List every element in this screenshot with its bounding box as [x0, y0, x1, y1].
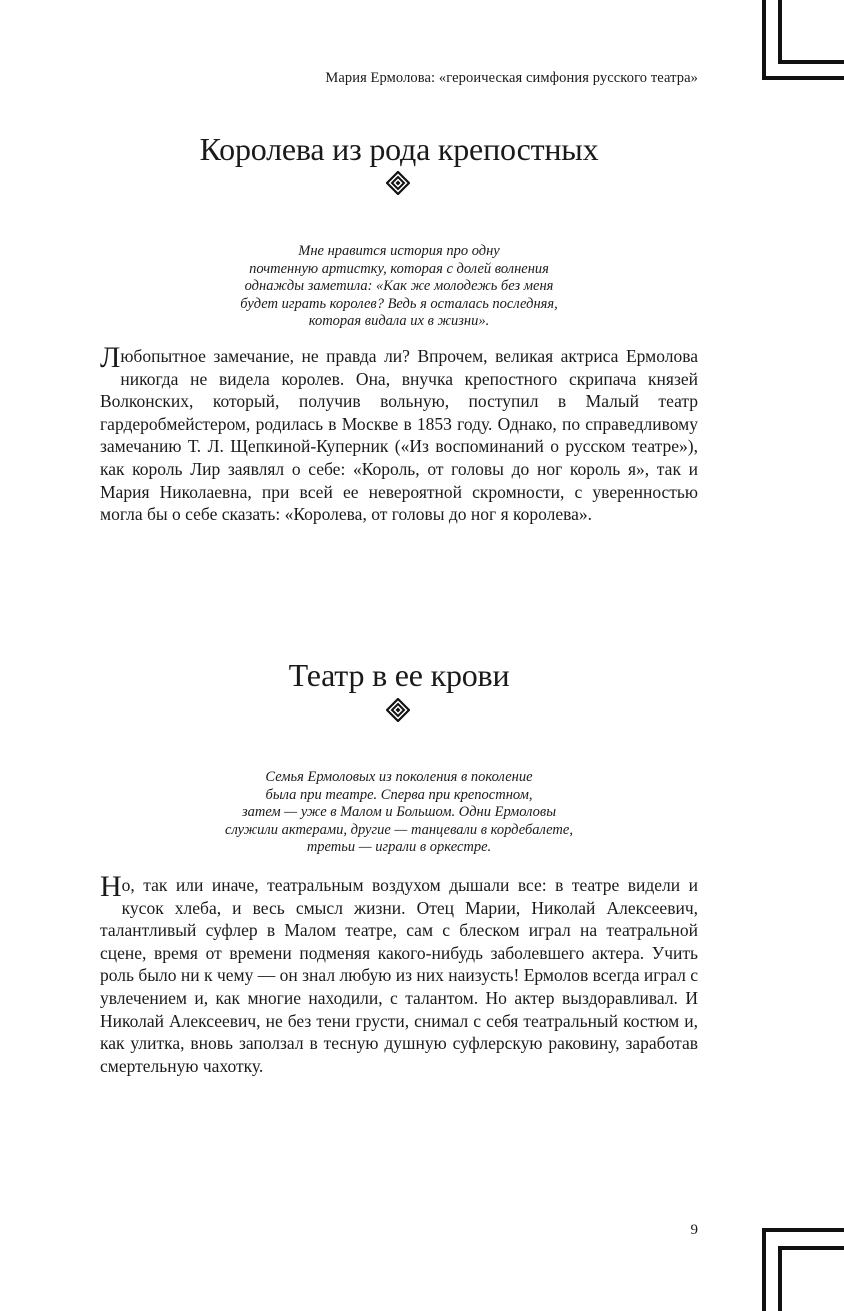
running-head: Мария Ермолова: «героическая симфония русского театра» [325, 70, 698, 86]
epigraph-1 [200, 243, 598, 331]
body-paragraph-1 [100, 341, 698, 526]
epigraph-line: третьи — играли в оркестре. [306, 839, 492, 855]
epigraph-2 [200, 769, 598, 857]
section-title-1: Королева из рода крепостных [199, 131, 599, 167]
epigraph-line: Семья Ермоловых из поколения в поколение [265, 769, 533, 785]
epigraph-line: которая видала их в жизни». [308, 313, 490, 329]
dropcap: Н [100, 870, 121, 903]
diamond-ornament-icon [386, 698, 410, 722]
epigraph-line: Мне нравится история про одну [298, 243, 500, 259]
corner-frame-top-inner [778, 0, 844, 64]
epigraph-line: однажды заметила: «Как же молодежь без меня [244, 278, 554, 294]
page-number: 9 [690, 1222, 698, 1238]
body-paragraph-2 [100, 870, 698, 1077]
diamond-ornament-icon [386, 171, 410, 195]
corner-frame-bottom-inner [778, 1246, 844, 1311]
epigraph-line: затем — уже в Малом и Большом. Одни Ермоловы [241, 804, 557, 820]
epigraph-line: почтенную артистку, которая с долей волнения [249, 260, 549, 277]
epigraph-line: служили актерами, другие — танцевали в кордебалете, [225, 821, 573, 838]
epigraph-line: была при театре. Сперва при крепостном, [265, 786, 533, 803]
paragraph-text: о, так или иначе, театральным воздухом дышали все: в театре видели и кусок хлеба, и весь смысл жизни. Отец Марии, Николай Алексеевич, талантливый суфлер в Малом театре, сам с блеском играл на театральной сцене, время от времени подменяя какого-нибудь заболевшего актера. Учить роль было ни к чему — он знал любую из них наизусть! Ермолов всегда играл с увлечением и, как многие находили, с талантом. Но актер выздоравливал. И Николай Алексеевич, не без тени грусти, снимал с себя театральный костюм и, как улитка, вновь заползал в тесную душную суфлерскую раковину, заработав смертельную чахотку. [100, 875, 698, 1076]
epigraph-line: будет играть королев? Ведь я осталась последняя, [240, 295, 558, 312]
section-title-2: Театр в ее крови [288, 657, 510, 693]
paragraph-text: юбопытное замечание, не правда ли? Впрочем, великая актриса Ермолова никогда не видела королев. Она, внучка крепостного скрипача князей Волконских, который, получив вольную, поступил в Малый театр гардеробмейстером, родилась в Москве в 1853 году. Однако, по справедливому замечанию Т. Л. Щепкиной-Куперник («Из воспоминаний о русском театре»), как король Лир заявлял о себе: «Король, от головы до ног король я», так и Мария Николаевна, при всей ее невероятной скромности, с уверенностью могла бы о себе сказать: «Королева, от головы до ног я королева». [100, 346, 698, 525]
dropcap: Л [100, 341, 120, 374]
